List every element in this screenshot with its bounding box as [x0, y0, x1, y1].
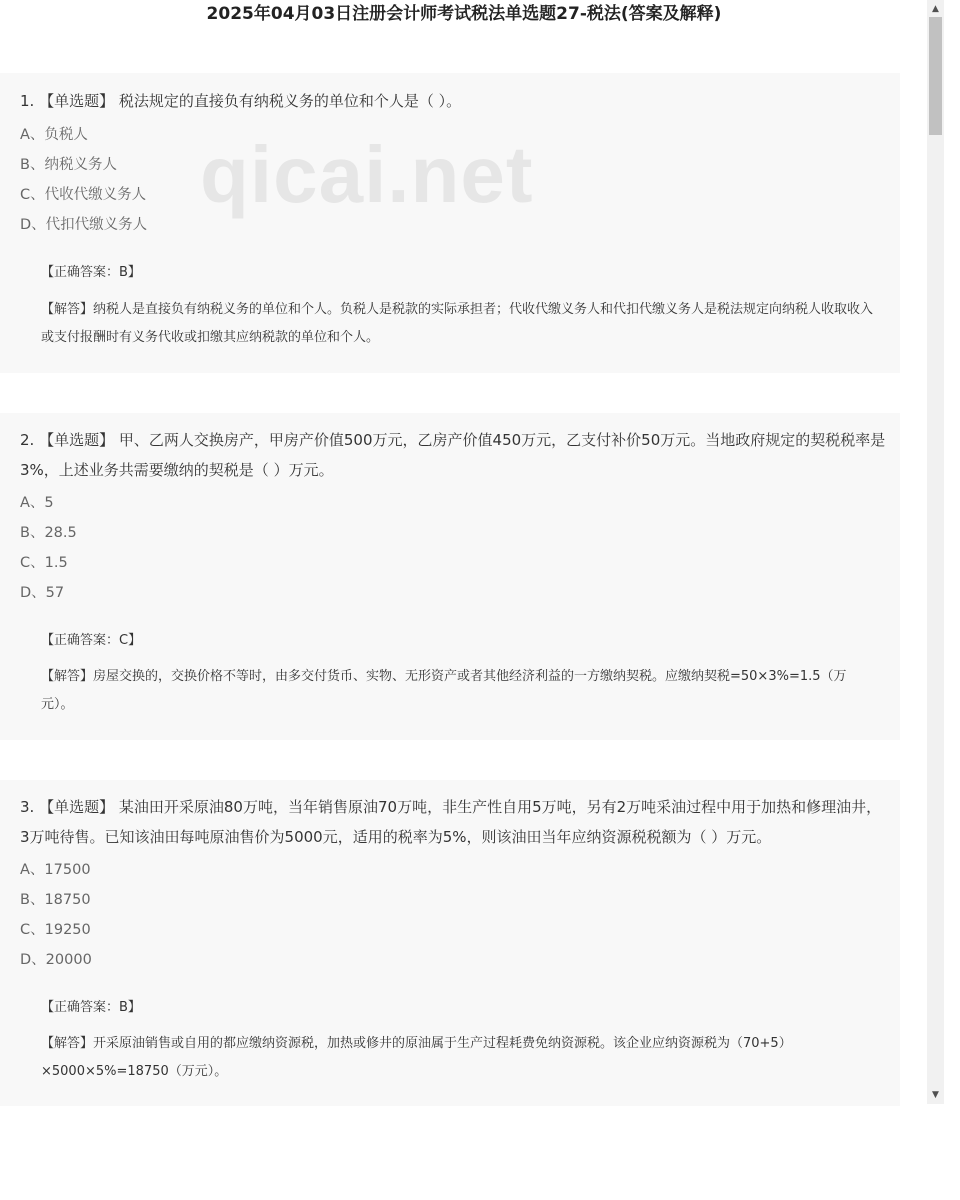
option-c: C、代收代缴义务人: [20, 187, 147, 203]
vertical-scrollbar[interactable]: [927, 0, 944, 1104]
question-text: 某油田开采原油80万吨，当年销售原油70万吨，非生产性自用5万吨，另有2万吨采油过程中用于加热和修理油井，3万吨待售。已知该油田每吨原油售价为5000元，适用的税率为5%，则该油田当年应纳资源税税额为（ ）万元。: [20, 798, 882, 846]
question-type: 【单选题】: [39, 798, 115, 816]
watermark: qicai.net: [200, 130, 534, 219]
question-card-1: [0, 73, 900, 373]
scroll-up-icon[interactable]: ▲: [932, 4, 939, 14]
explanation: 【解答】开采原油销售或自用的都应缴纳资源税，加热或修井的原油属于生产过程耗费免纳资源税。该企业应纳资源税为（70+5）×5000×5%=18750（万元）。: [41, 1036, 792, 1079]
question-number: 2.: [20, 431, 35, 449]
option-c: C、19250: [20, 922, 91, 938]
question-stem: [20, 86, 888, 116]
explanation: 【解答】纳税人是直接负有纳税义务的单位和个人。负税人是税款的实际承担者；代收代缴义务人和代扣代缴义务人是税法规定向纳税人收取收入或支付报酬时有义务代收或扣缴其应纳税款的单位和个人。: [41, 302, 874, 345]
option-a: A、5: [20, 495, 54, 511]
question-type: 【单选题】: [39, 92, 115, 110]
question-text: 甲、乙两人交换房产，甲房产价值500万元，乙房产价值450万元，乙支付补价50万元。当地政府规定的契税税率是3%，上述业务共需要缴纳的契税是（ ）万元。: [20, 431, 886, 479]
option-a: A、17500: [20, 862, 91, 878]
question-text: 税法规定的直接负有纳税义务的单位和个人是（ ）。: [118, 92, 462, 110]
option-d: D、20000: [20, 952, 92, 968]
question-stem: [20, 425, 888, 485]
question-card-2: [0, 413, 900, 740]
option-d: D、57: [20, 585, 65, 601]
option-d: D、代扣代缴义务人: [20, 217, 148, 233]
explanation: 【解答】房屋交换的，交换价格不等时，由多交付货币、实物、无形资产或者其他经济利益的一方缴纳契税。应缴纳契税=50×3%=1.5（万元）。: [41, 669, 847, 712]
page-title: 2025年04月03日注册会计师考试税法单选题27-税法(答案及解释): [206, 4, 722, 24]
correct-answer: 【正确答案：B】: [41, 1000, 141, 1015]
question-number: 3.: [20, 798, 35, 816]
scrollbar-thumb[interactable]: [929, 17, 942, 135]
question-type: 【单选题】: [39, 431, 115, 449]
correct-answer: 【正确答案：B】: [41, 265, 141, 280]
scroll-down-icon[interactable]: ▼: [932, 1090, 939, 1100]
option-b: B、28.5: [20, 525, 77, 541]
option-b: B、18750: [20, 892, 91, 908]
question-number: 1.: [20, 92, 35, 110]
question-card-3: [0, 780, 900, 1106]
option-c: C、1.5: [20, 555, 68, 571]
question-stem: [20, 792, 888, 852]
correct-answer: 【正确答案：C】: [41, 633, 142, 648]
option-b: B、纳税义务人: [20, 157, 117, 173]
option-a: A、负税人: [20, 127, 88, 143]
